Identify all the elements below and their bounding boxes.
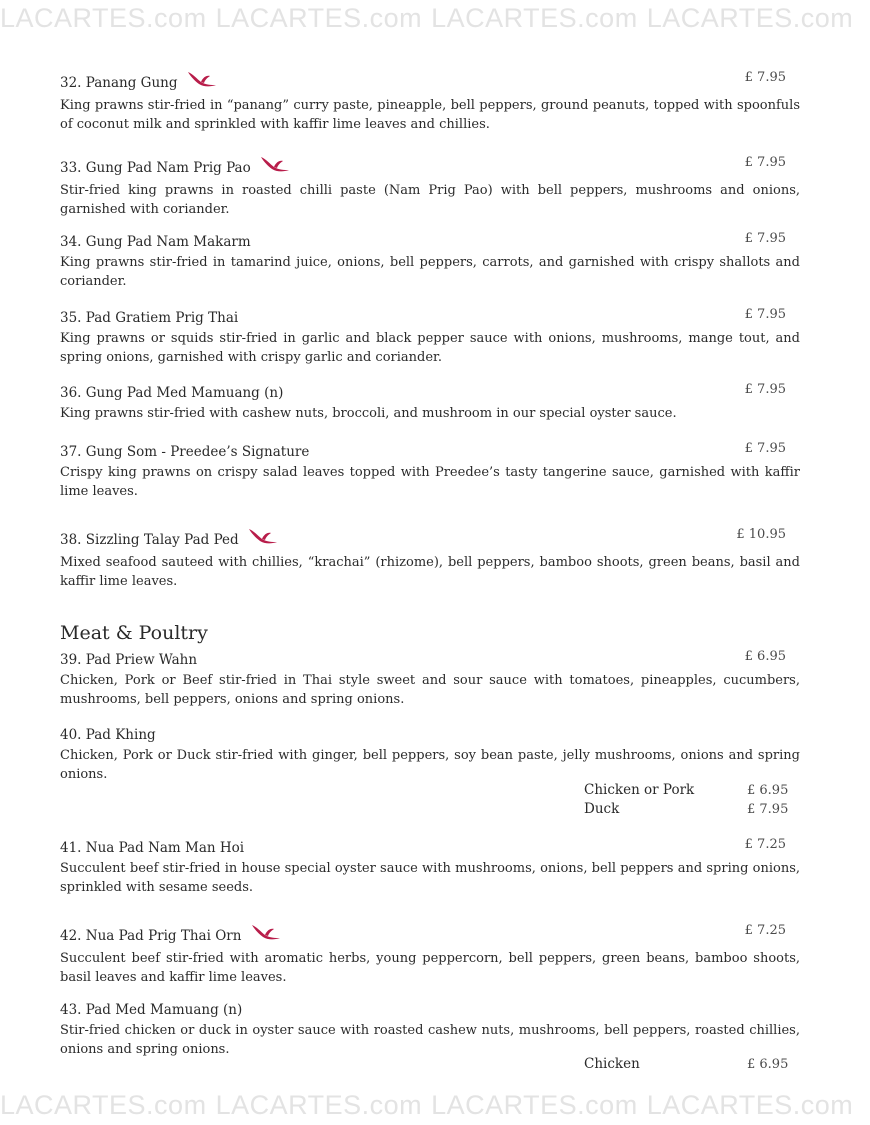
item-name: 34. Gung Pad Nam Makarm bbox=[60, 234, 251, 250]
menu-item-32 bbox=[60, 70, 800, 134]
item-price: £ 6.95 bbox=[744, 649, 786, 664]
section-title-meat-poultry: Meat & Poultry bbox=[60, 622, 208, 644]
option-price: £ 6.95 bbox=[747, 783, 789, 798]
item-name: 40. Pad Khing bbox=[60, 727, 156, 743]
chilli-icon bbox=[187, 70, 217, 94]
item-price: £ 7.95 bbox=[744, 382, 786, 397]
item-description: King prawns stir-fried with cashew nuts, broccoli, and mushroom in our special oyster sauce. bbox=[60, 406, 677, 421]
item-price: £ 7.95 bbox=[744, 307, 786, 322]
menu-item-43 bbox=[60, 999, 800, 1059]
menu-item-40 bbox=[60, 724, 800, 784]
item-name: 41. Nua Pad Nam Man Hoi bbox=[60, 840, 245, 856]
item-price: £ 7.95 bbox=[744, 70, 786, 85]
item-price: £ 7.95 bbox=[744, 441, 786, 456]
item-description: Stir-fried king prawns in roasted chilli paste (Nam Prig Pao) with bell peppers, mushrooms and onions, garnished with coriander. bbox=[60, 183, 800, 217]
item-description: Succulent beef stir-fried with aromatic herbs, young peppercorn, bell peppers, green beans, bamboo shoots, basil leaves and kaffir lime leaves. bbox=[60, 951, 800, 985]
menu-item-37 bbox=[60, 441, 800, 501]
item-name: 36. Gung Pad Med Mamuang (n) bbox=[60, 385, 284, 401]
item-description: Stir-fried chicken or duck in oyster sauce with roasted cashew nuts, mushrooms, bell peppers, roasted chillies, onions and spring onions. bbox=[60, 1023, 800, 1057]
item-description: Mixed seafood sauteed with chillies, “krachai” (rhizome), bell peppers, bamboo shoots, green beans, basil and kaffir lime leaves. bbox=[60, 555, 800, 589]
option-price: £ 6.95 bbox=[747, 1057, 789, 1072]
menu-item-36 bbox=[60, 382, 800, 423]
item-description: Crispy king prawns on crispy salad leaves topped with Preedee’s tasty tangerine sauce, garnished with kaffir lime leaves. bbox=[60, 465, 800, 499]
item-name: 33. Gung Pad Nam Prig Pao bbox=[60, 159, 251, 176]
item-price: £ 7.95 bbox=[744, 231, 786, 246]
item-name: 35. Pad Gratiem Prig Thai bbox=[60, 310, 239, 326]
item-price: £ 7.25 bbox=[744, 923, 786, 938]
item-price: £ 7.95 bbox=[744, 155, 786, 170]
menu-item-39 bbox=[60, 649, 800, 709]
item-description: King prawns or squids stir-fried in garlic and black pepper sauce with onions, mushrooms, mange tout, and spring onions, garnished with crispy garlic and coriander. bbox=[60, 331, 800, 365]
menu-item-35 bbox=[60, 307, 800, 367]
menu-item-33 bbox=[60, 155, 800, 219]
watermark-top: LACARTES.com LACARTES.com LACARTES.com LACARTES.com bbox=[0, 3, 854, 33]
chilli-icon bbox=[260, 155, 290, 179]
option-price: £ 7.95 bbox=[747, 802, 789, 817]
menu-item-38 bbox=[60, 527, 800, 591]
item-description: Chicken, Pork or Beef stir-fried in Thai style sweet and sour sauce with tomatoes, pineapples, cucumbers, mushrooms, bell peppers, onions and spring onions. bbox=[60, 673, 800, 707]
item-name: 43. Pad Med Mamuang (n) bbox=[60, 1002, 243, 1018]
item-name: 42. Nua Pad Prig Thai Orn bbox=[60, 927, 242, 944]
item-name: 38. Sizzling Talay Pad Ped bbox=[60, 531, 239, 548]
item-price: £ 7.25 bbox=[744, 837, 786, 852]
item-name: 37. Gung Som - Preedee’s Signature bbox=[60, 444, 310, 460]
item-description: Chicken, Pork or Duck stir-fried with ginger, bell peppers, soy bean paste, jelly mushrooms, onions and spring onions. bbox=[60, 748, 800, 782]
item-description: Succulent beef stir-fried in house special oyster sauce with mushrooms, onions, bell peppers and spring onions, sprinkled with sesame seeds. bbox=[60, 861, 800, 895]
item-name: 32. Panang Gung bbox=[60, 74, 178, 91]
item-price: £ 10.95 bbox=[736, 527, 786, 542]
watermark-bottom: LACARTES.com LACARTES.com LACARTES.com LACARTES.com bbox=[0, 1090, 854, 1120]
chilli-icon bbox=[248, 527, 278, 551]
option-label: Chicken or Pork bbox=[584, 782, 695, 798]
item-description: King prawns stir-fried in “panang” curry paste, pineapple, bell peppers, ground peanuts, topped with spoonfuls of coconut milk and sprinkled with kaffir lime leaves and chillies. bbox=[60, 98, 800, 132]
chilli-icon bbox=[251, 923, 281, 947]
option-label: Duck bbox=[584, 801, 620, 817]
option-label: Chicken bbox=[584, 1056, 640, 1072]
item-name: 39. Pad Priew Wahn bbox=[60, 652, 198, 668]
item-description: King prawns stir-fried in tamarind juice, onions, bell peppers, carrots, and garnished with crispy shallots and coriander. bbox=[60, 255, 800, 289]
menu-item-42 bbox=[60, 923, 800, 987]
menu-item-41 bbox=[60, 837, 800, 897]
menu-item-34 bbox=[60, 231, 800, 291]
